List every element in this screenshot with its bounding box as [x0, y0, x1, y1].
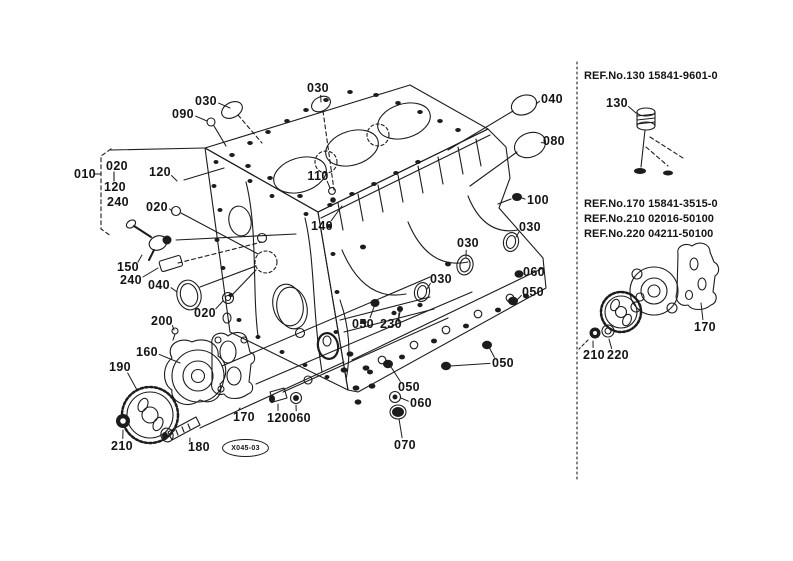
- part-callout-040-3: 040: [540, 92, 564, 106]
- part-callout-030-10: 030: [518, 220, 542, 234]
- ref-line: REF.No.210 02016-50100: [584, 213, 715, 225]
- part-callout-030-0: 030: [194, 94, 218, 108]
- part-callout-090-1: 090: [171, 107, 195, 121]
- part-callout-020-6: 020: [145, 200, 169, 214]
- part-callout-170-28: 170: [232, 410, 256, 424]
- part-callout-010: 010: [73, 167, 97, 181]
- part-callout-240-16: 240: [119, 273, 143, 287]
- group-item-240: 240: [106, 195, 130, 209]
- part-callout-030-12: 030: [429, 272, 453, 286]
- part-callout-060-30: 060: [288, 411, 312, 425]
- part-callout-040-17: 040: [147, 278, 171, 292]
- leader-line: [128, 373, 137, 390]
- leader-line: [399, 419, 402, 438]
- drawing-stamp: [222, 439, 269, 457]
- part-callout-080-4: 080: [542, 134, 566, 148]
- part-callout-180-32: 180: [187, 440, 211, 454]
- part-callout-030-2: 030: [306, 81, 330, 95]
- leader-line: [450, 363, 490, 366]
- leader-line: [196, 116, 208, 121]
- part-callout-110-7: 110: [307, 169, 329, 183]
- part-callout-070-27: 070: [393, 438, 417, 452]
- leader-line: [143, 268, 158, 277]
- group-item-020: 020: [105, 159, 129, 173]
- group-item-120: 120: [103, 180, 127, 194]
- leader-line: [172, 176, 178, 182]
- part-callout-100-9: 100: [526, 193, 550, 207]
- part-callout-230-23: 230: [379, 317, 403, 331]
- part-callout-200-19: 200: [150, 314, 174, 328]
- part-callout-060-13: 060: [522, 265, 546, 279]
- stamp-code: X045-03: [231, 444, 260, 452]
- part-callout-050-24: 050: [491, 356, 515, 370]
- part-callout-020-18: 020: [193, 306, 217, 320]
- leader-line: [701, 303, 703, 320]
- leader-line: [629, 107, 637, 114]
- leader-line: [159, 354, 180, 363]
- part-callout-150-15: 150: [116, 260, 140, 274]
- leader-line: [522, 198, 525, 199]
- ref-callout-170-1: 170: [693, 320, 717, 334]
- part-callout-050-14: 050: [521, 285, 545, 299]
- leader-line: [216, 301, 223, 309]
- ref-line: REF.No.170 15841-3515-0: [584, 198, 718, 210]
- leader-line: [517, 295, 521, 300]
- part-callout-120-29: 120: [266, 411, 290, 425]
- ref-list: [584, 197, 718, 242]
- part-callout-190-21: 190: [108, 360, 132, 374]
- part-callout-120-5: 120: [148, 165, 172, 179]
- part-callout-030-11: 030: [456, 236, 480, 250]
- ref-heading: REF.No.130 15841-9601-0: [584, 70, 718, 82]
- part-callout-060-26: 060: [409, 396, 433, 410]
- ref-callout-210-2: 210: [582, 348, 606, 362]
- leader-line: [401, 398, 408, 401]
- ref-line: REF.No.220 04211-50100: [584, 228, 714, 240]
- part-callout-210-31: 210: [110, 439, 134, 453]
- ref-callout-220-3: 220: [606, 348, 630, 362]
- part-callout-140-8: 140: [310, 219, 334, 233]
- part-callout-160-20: 160: [135, 345, 159, 359]
- ref-callout-130-0: 130: [605, 96, 629, 110]
- part-callout-050-22: 050: [351, 317, 375, 331]
- leader-line: [171, 288, 177, 292]
- part-callout-050-25: 050: [397, 380, 421, 394]
